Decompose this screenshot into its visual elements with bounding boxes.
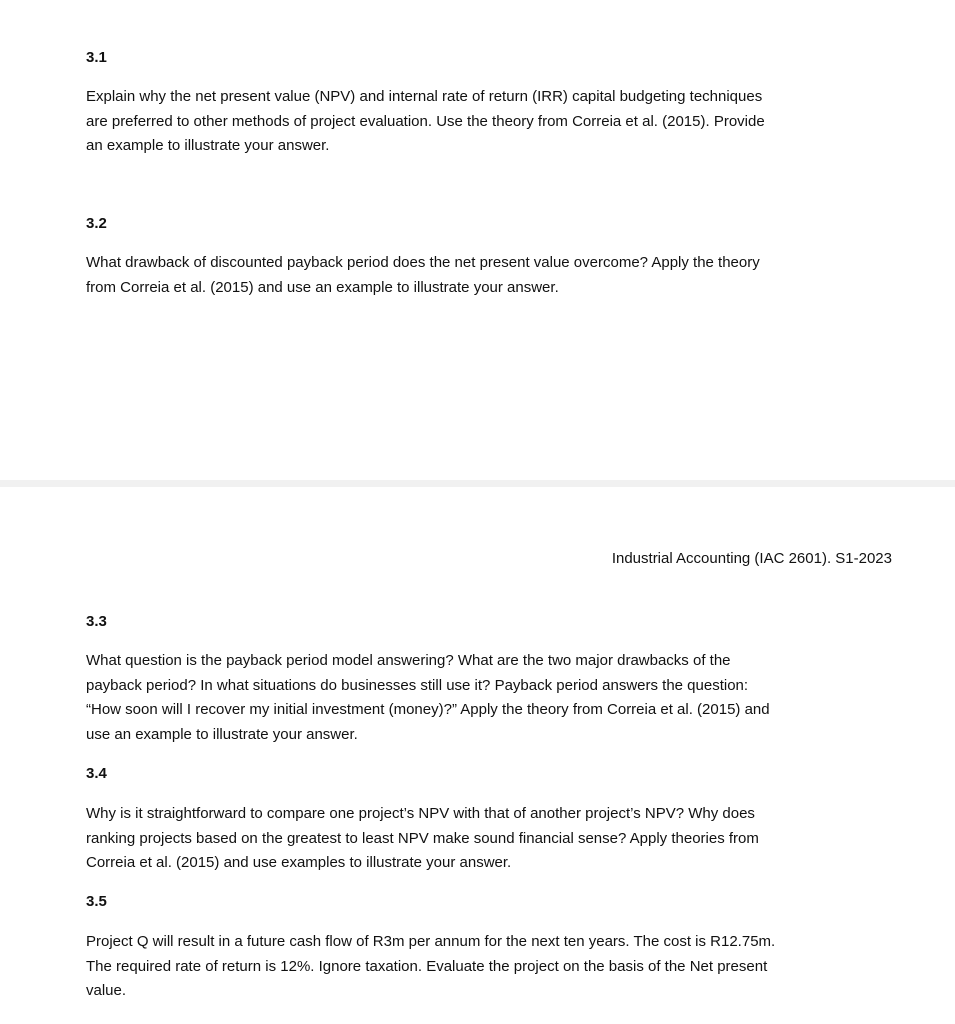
question-number-3-3: 3.3 [86,613,107,630]
question-number-3-2: 3.2 [86,215,107,232]
text-line: What drawback of discounted payback period does the net present value overcome? Apply the theory [86,254,760,271]
question-text-3-1 [86,85,765,159]
text-line: What question is the payback period model answering? What are the two major drawbacks of the [86,652,731,669]
text-line: Project Q will result in a future cash flow of R3m per annum for the next ten years. The cost is R12.75m. [86,933,776,950]
text-line: ranking projects based on the greatest to least NPV make sound financial sense? Apply theories from [86,829,759,847]
text-line: an example to illustrate your answer. [86,137,330,155]
question-number-3-1: 3.1 [86,49,107,66]
question-text-3-3 [86,649,770,748]
question-text-3-2 [86,251,760,300]
text-line: payback period? In what situations do businesses still use it? Payback period answers the question: [86,676,749,694]
text-line: “How soon will I recover my initial investment (money)?” Apply the theory from Correia et al. (2015) and [86,701,770,719]
question-text-3-4 [86,802,759,876]
text-line: from Correia et al. (2015) and use an example to illustrate your answer. [86,278,559,296]
text-line: Explain why the net present value (NPV) and internal rate of return (IRR) capital budgeting techniques [86,88,763,105]
text-line: use an example to illustrate your answer. [86,726,358,744]
text-line: value. [86,982,127,1000]
page-header: Industrial Accounting (IAC 2601). S1-2023 [611,550,892,567]
question-text-3-5 [86,930,775,1004]
page-separator [0,480,955,487]
text-line: Correia et al. (2015) and use examples to illustrate your answer. [86,854,512,872]
question-number-3-5: 3.5 [86,893,107,910]
question-number-3-4: 3.4 [86,765,107,782]
text-line: Why is it straightforward to compare one project’s NPV with that of another project’s NPV? Why does [86,805,755,822]
text-line: are preferred to other methods of project evaluation. Use the theory from Correia et al. (2015). Provide [86,112,765,130]
text-line: The required rate of return is 12%. Ignore taxation. Evaluate the project on the basis of the Net present [86,957,768,975]
